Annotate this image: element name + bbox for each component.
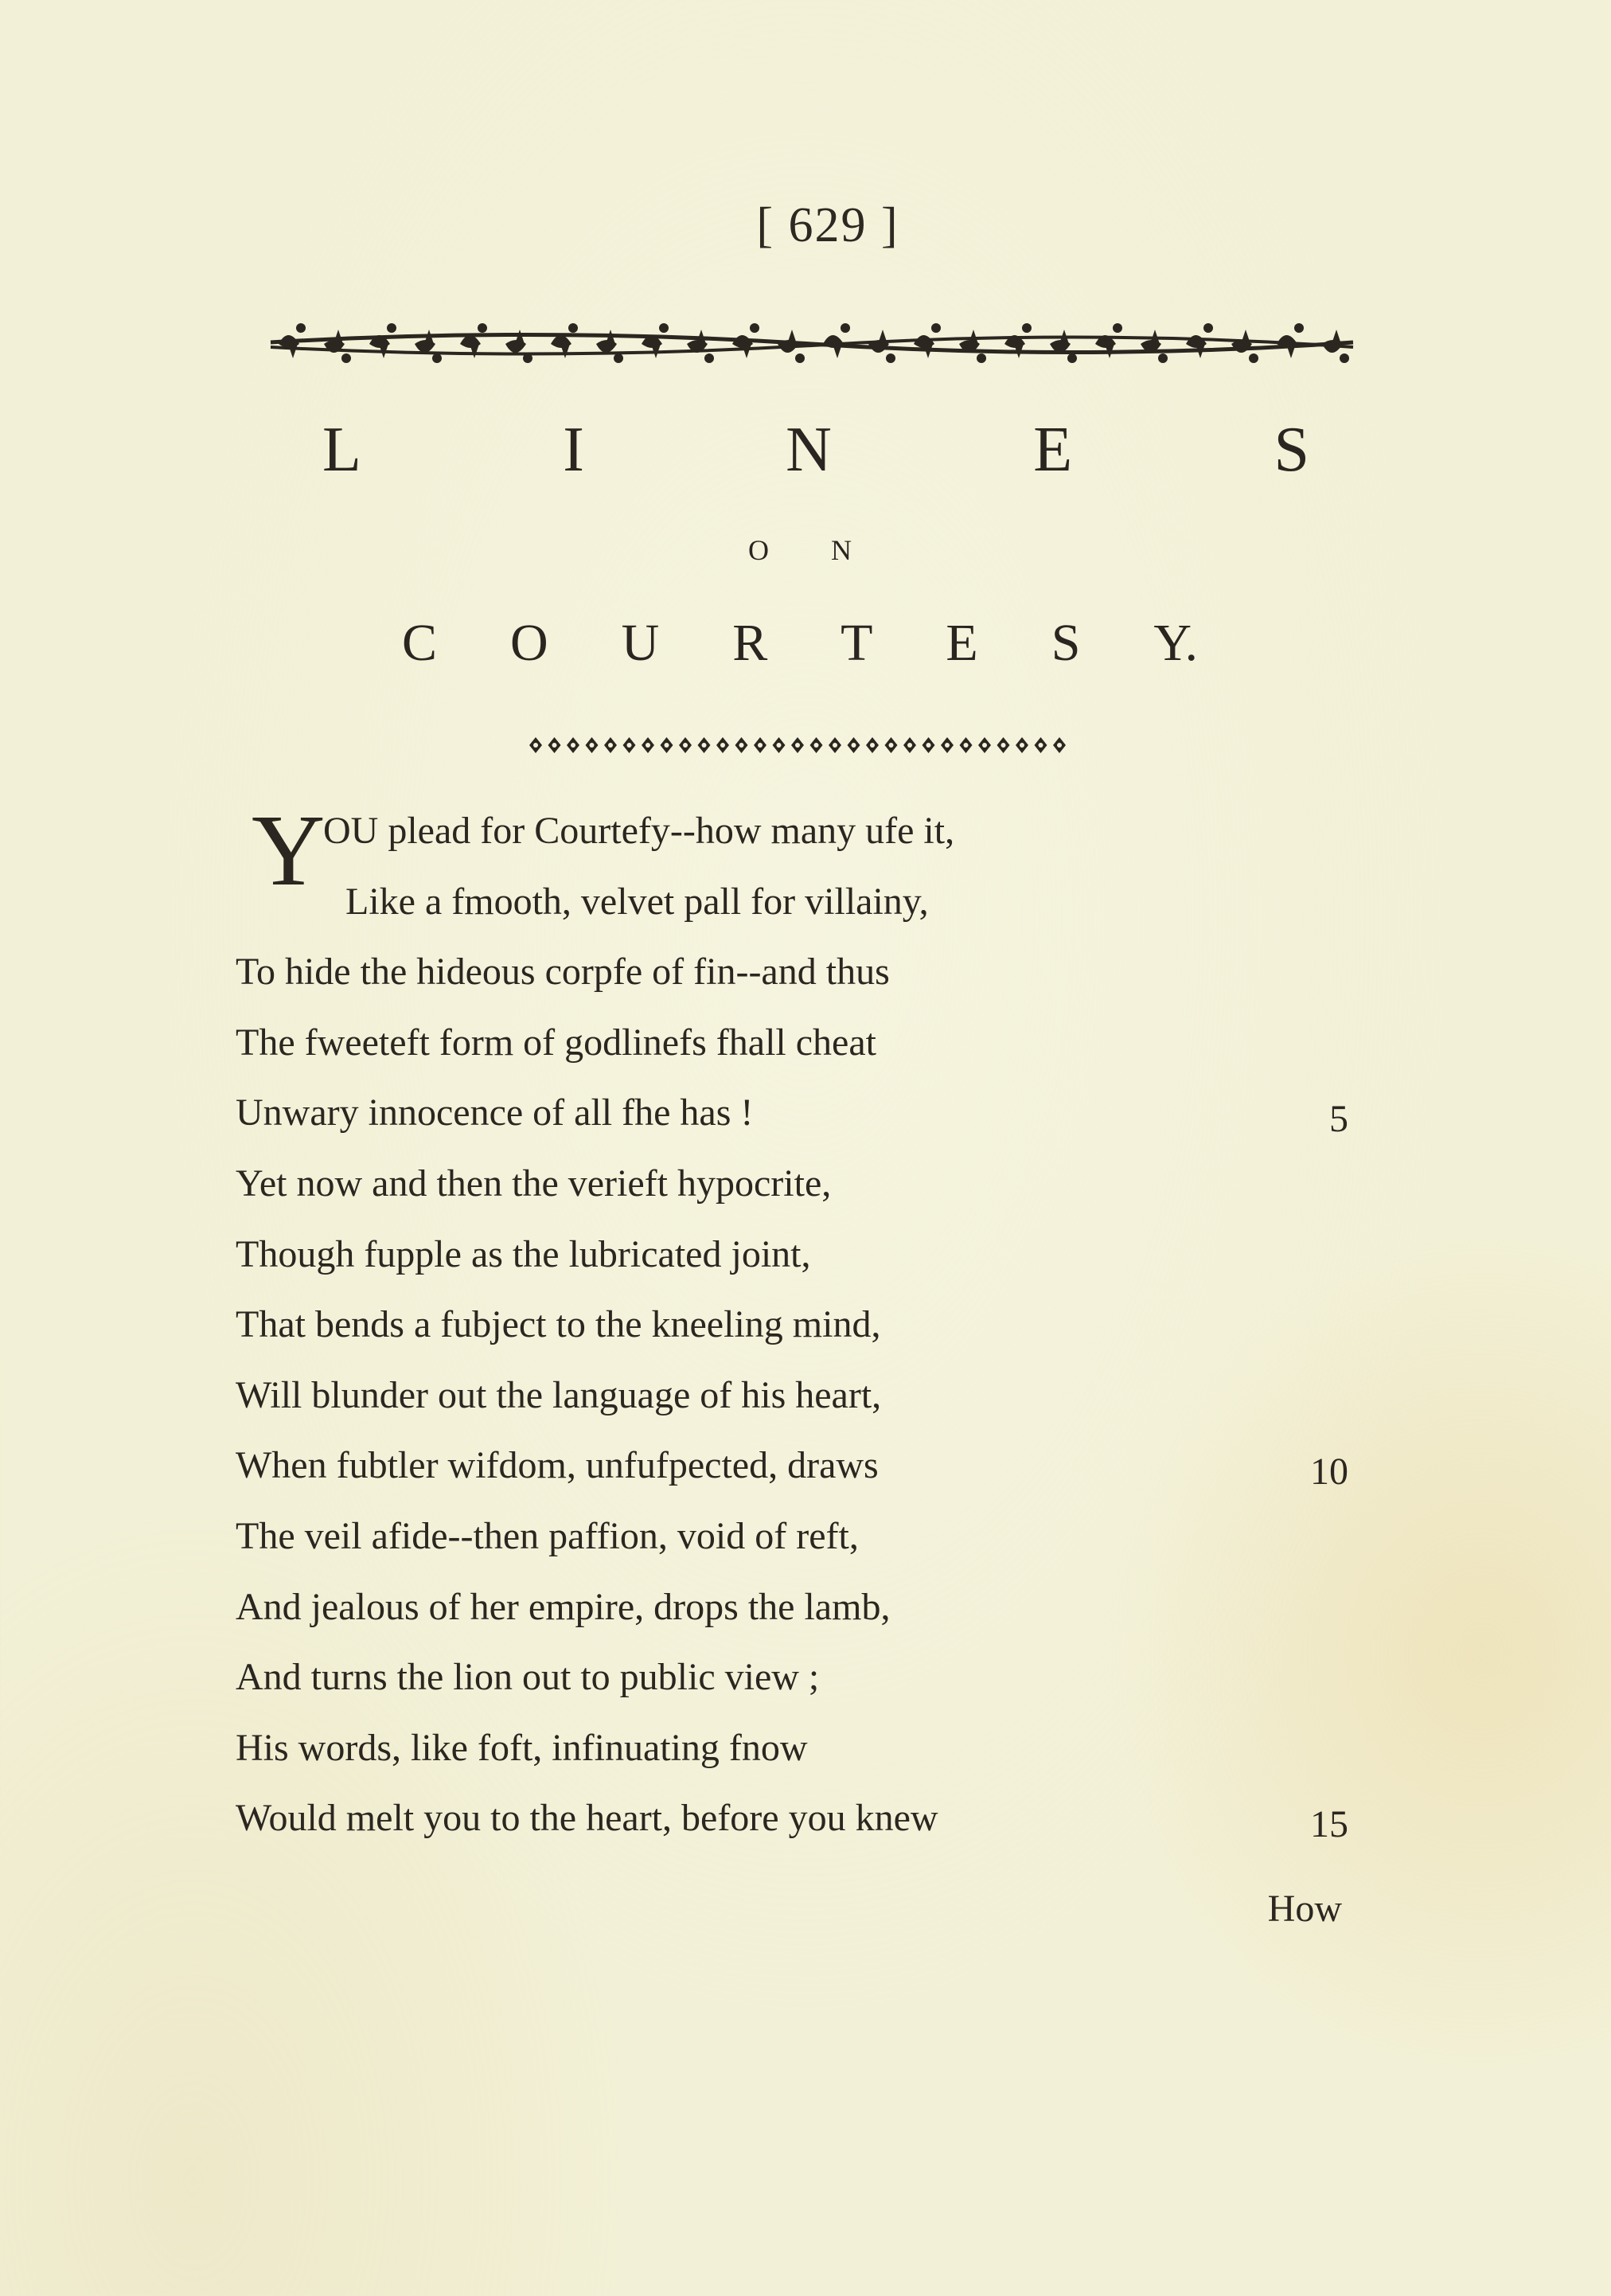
drop-cap: Y [252, 794, 326, 907]
poem-body [236, 796, 1382, 1854]
poem-line [236, 1361, 1382, 1431]
poem-line-text: Unwary innocence of all fhe has ! [236, 1091, 754, 1134]
title-letter: T [841, 614, 873, 672]
title-letter: N [831, 534, 852, 566]
poem-line [236, 1431, 1382, 1501]
poem-line-text: The veil afide--then paffion, void of reft, [236, 1514, 859, 1557]
title-lines [322, 414, 1309, 486]
poem-line [236, 1572, 1382, 1643]
poem-line [236, 1501, 1382, 1572]
title-letter: U [621, 614, 660, 672]
title-letter: N [786, 415, 832, 485]
poem-line-text: His words, like foft, infinuating fnow [236, 1726, 808, 1769]
poem-line [236, 1642, 1382, 1713]
title-letter: L [322, 415, 361, 485]
line-number: 5 [1329, 1098, 1348, 1141]
poem-line-text: When fubtler wifdom, unfufpected, draws [236, 1444, 879, 1487]
line-number: 15 [1310, 1803, 1348, 1846]
poem-line [236, 1713, 1382, 1784]
poem-line [236, 937, 1382, 1008]
title-letter: R [732, 614, 768, 672]
poem-line-text: And turns the lion out to public view ; [236, 1656, 820, 1699]
poem-line [236, 1078, 1382, 1149]
title-connector [748, 533, 852, 567]
title-letter: C [402, 614, 438, 672]
floral-garland-ornament-icon [263, 312, 1361, 376]
title-courtesy [402, 613, 1198, 674]
poem-line-text: To hide the hideous corpfe of fin--and thus [236, 951, 890, 994]
poem-line-text: OU plead for Courtefy--how many ufe it, [323, 810, 955, 852]
poem-line-text: And jealous of her empire, drops the lamb, [236, 1585, 891, 1628]
catchword: How [1267, 1888, 1342, 1930]
poem-line [236, 1783, 1382, 1854]
poem-line-text: That bends a fubject to the kneeling mind, [236, 1303, 881, 1346]
poem-line [236, 1008, 1382, 1079]
small-fleuron-band-icon [521, 731, 1079, 759]
poem-line-text: Though fupple as the lubricated joint, [236, 1232, 811, 1275]
title-letter: O [509, 614, 548, 672]
poem-line-text: Would melt you to the heart, before you knew [236, 1797, 938, 1840]
page-number: [ 629 ] [756, 198, 899, 252]
title-letter: E [946, 614, 978, 672]
title-letter: Y. [1153, 614, 1198, 672]
line-number: 10 [1310, 1451, 1348, 1494]
poem-line [236, 1149, 1382, 1220]
title-letter: I [563, 415, 584, 485]
title-letter: E [1033, 415, 1073, 485]
title-letter: S [1051, 614, 1081, 672]
poem-line-text: Like a fmooth, velvet pall for villainy, [345, 880, 929, 923]
poem-line-text: The fweeteft form of godlinefs fhall cheat [236, 1021, 876, 1064]
poem-line-text: Will blunder out the language of his heart, [236, 1373, 882, 1416]
title-letter: S [1274, 415, 1309, 485]
poem-line [236, 1290, 1382, 1361]
poem-line [236, 867, 1382, 938]
title-letter: O [748, 534, 769, 566]
poem-line-text: Yet now and then the verieft hypocrite, [236, 1162, 832, 1205]
poem-line [236, 1220, 1382, 1291]
